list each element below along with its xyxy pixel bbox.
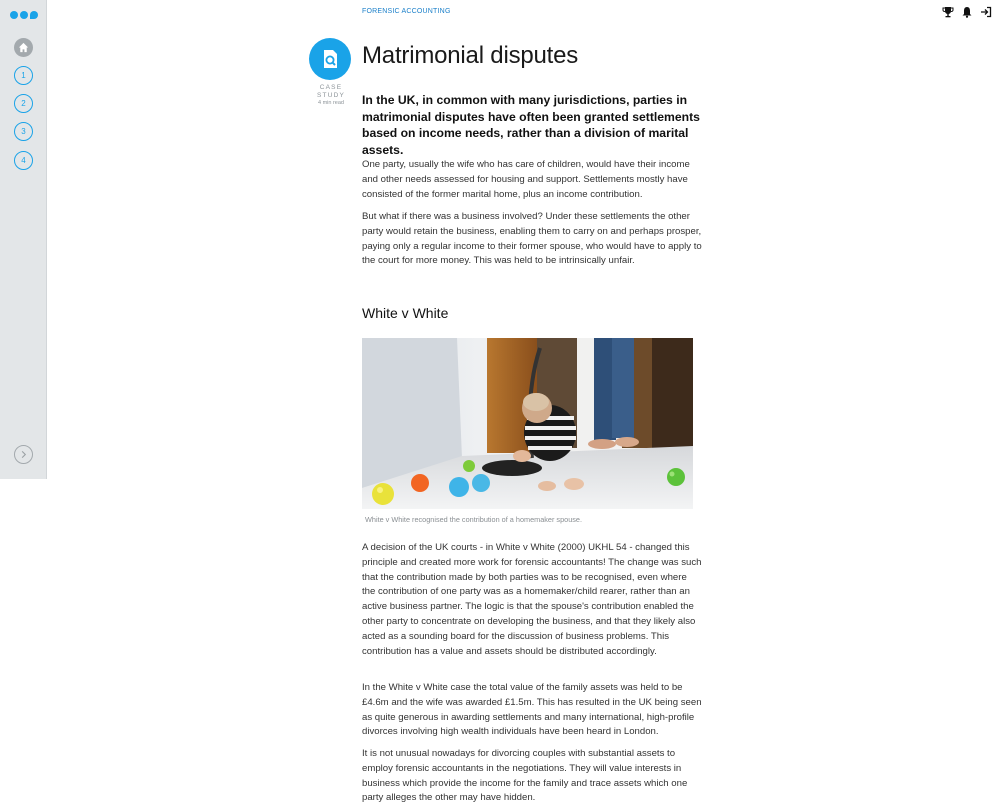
- step-4-button[interactable]: 4: [14, 151, 33, 170]
- trophy-icon[interactable]: [942, 6, 954, 18]
- top-toolbar: [942, 6, 992, 18]
- home-icon: [18, 42, 29, 53]
- logo[interactable]: [10, 11, 38, 21]
- home-button[interactable]: [14, 38, 33, 57]
- body-paragraph-2: But what if there was a business involved? Under these settlements the other party would retain the business, enabling them to carry on and perhaps prosper, paying only a regular income to their former spouse, who would have to apply to the court for more money. This was held to be intrinsically unfair.: [362, 211, 702, 267]
- body-paragraph-4: In the White v White case the total value of the family assets was held to be £4.6m and the wife was awarded £1.5m. This has resulted in the UK being seen as quite generous in awarding settlements and many international, high-profile divorces involving high wealth individuals have been heard in London.: [362, 682, 702, 738]
- bell-icon[interactable]: [961, 6, 973, 18]
- read-time: 4 min read: [318, 100, 344, 106]
- step-3-button[interactable]: 3: [14, 122, 33, 141]
- lede-paragraph: In the UK, in common with many jurisdictions, parties in matrimonial disputes have often been granted settlements based on income needs, rather than a division of marital assets.: [362, 93, 700, 157]
- body-paragraph-3: A decision of the UK courts - in White v White (2000) UKHL 54 - changed this principle and created more work for forensic accountants! The change was such that the contribution made by both parties was to be recognised, even where the contribution of one party was as a homemaker/child rearer, rather than an active business partner. The logic is that the spouse's contribution enabled the other party to concentrate on developing the business, and that they likely also acted as a sounding board for the discussion of business problems. This contribution has a value and assets should be distributed accordingly.: [362, 542, 702, 657]
- subheading: White v White: [362, 305, 449, 321]
- exit-icon[interactable]: [980, 6, 992, 18]
- photo-caption: White v White recognised the contribution of a homemaker spouse.: [365, 515, 582, 524]
- case-study-badge: [309, 38, 351, 80]
- chevron-right-icon: [19, 450, 28, 459]
- page-title: Matrimonial disputes: [362, 42, 579, 69]
- step-1-button[interactable]: 1: [14, 66, 33, 85]
- left-rail: [0, 0, 47, 479]
- section-kicker[interactable]: FORENSIC ACCOUNTING: [362, 8, 451, 15]
- step-2-button[interactable]: 2: [14, 94, 33, 113]
- case-study-label: CASE STUDY: [316, 84, 346, 99]
- next-button[interactable]: [14, 445, 33, 464]
- article-photo: [362, 338, 693, 509]
- body-paragraph-1: One party, usually the wife who has care of children, would have their income and other needs assessed for housing and support. Settlements mostly have consisted of the former marital home, plus an income contribution.: [362, 159, 690, 200]
- document-search-icon: [318, 47, 342, 71]
- body-paragraph-5: It is not unusual nowadays for divorcing couples with substantial assets to employ forensic accountants in the negotiations. They will value interests in business which provide the income for the family and trace assets which one party alleges the other may have hidden.: [362, 748, 688, 804]
